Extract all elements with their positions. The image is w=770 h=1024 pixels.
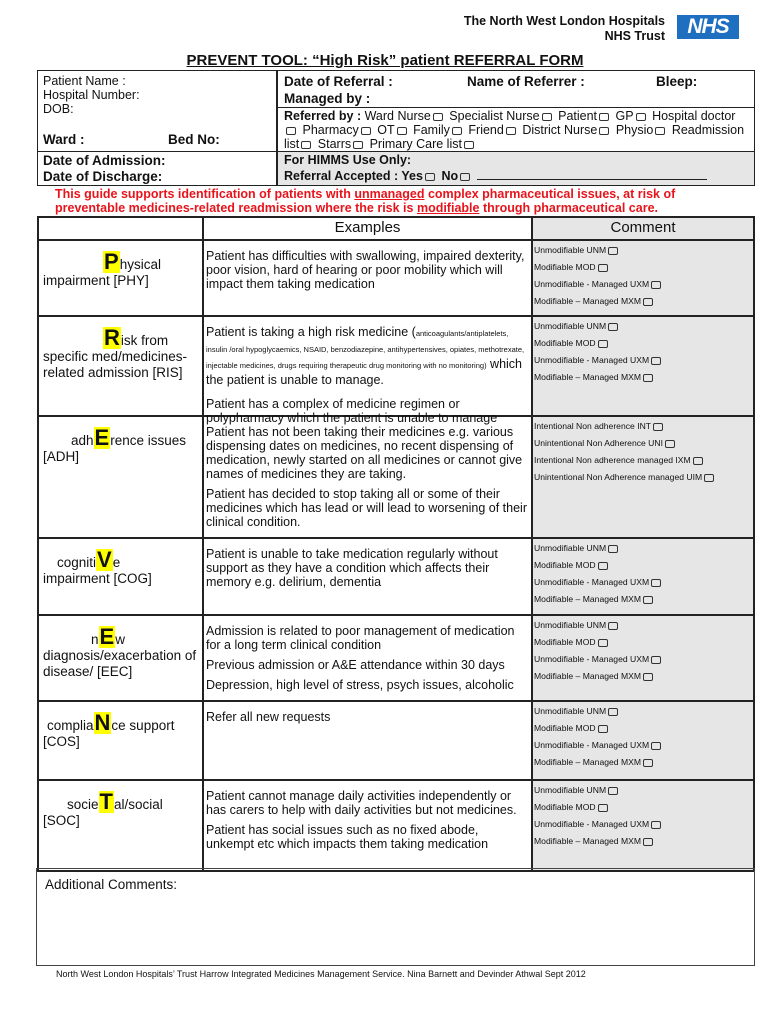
patient-name-field[interactable]: Patient Name : bbox=[43, 74, 126, 88]
checkbox[interactable] bbox=[598, 725, 608, 733]
criteria-letter: V bbox=[97, 547, 112, 572]
comment-cell bbox=[533, 702, 753, 779]
referred-by-option: Family bbox=[413, 123, 450, 137]
referral-details bbox=[277, 70, 755, 108]
comment-option[interactable]: Intentional Non adherence INT bbox=[534, 421, 752, 438]
example-text: Patient has social issues such as no fixed abode, unkempt etc which impacts them taking medication bbox=[206, 823, 489, 851]
checkbox[interactable] bbox=[608, 247, 618, 255]
org-line1: The North West London Hospitals bbox=[463, 14, 665, 28]
criteria-detail: specific med/medicines-related admission [RIS] bbox=[43, 349, 188, 380]
himms-section bbox=[277, 151, 755, 186]
criteria-cell bbox=[39, 417, 204, 537]
option-checkbox[interactable] bbox=[464, 141, 474, 149]
table-row bbox=[39, 537, 753, 614]
option-checkbox[interactable] bbox=[433, 113, 443, 121]
date-of-discharge-field[interactable]: Date of Discharge: bbox=[43, 169, 163, 184]
option-checkbox[interactable] bbox=[599, 127, 609, 135]
examples-cell bbox=[204, 241, 533, 315]
checkbox[interactable] bbox=[651, 579, 661, 587]
criteria-detail: [SOC] bbox=[43, 813, 80, 828]
referred-by-option: Pharmacy bbox=[302, 123, 359, 137]
referred-by bbox=[277, 107, 755, 152]
checkbox[interactable] bbox=[608, 622, 618, 630]
criteria-prefix: complia bbox=[47, 718, 94, 733]
option-checkbox[interactable] bbox=[655, 127, 665, 135]
checkbox[interactable] bbox=[651, 281, 661, 289]
criteria-detail: [ADH] bbox=[43, 449, 80, 464]
comment-option[interactable]: Unintentional Non Adherence managed UIM bbox=[534, 472, 752, 489]
checkbox[interactable] bbox=[643, 838, 653, 846]
page-title bbox=[0, 52, 770, 69]
option-checkbox[interactable] bbox=[636, 113, 646, 121]
table-row bbox=[39, 415, 753, 537]
criteria-letter: T bbox=[99, 789, 113, 814]
referred-by-option: Friend bbox=[468, 123, 504, 137]
comment-option[interactable]: Modifiable MOD bbox=[534, 637, 752, 654]
example-text: Patient has difficulties with swallowing, impaired dexterity, poor vision, hard of hearing or poor mobility which will impact them taking medication bbox=[206, 249, 525, 291]
criteria-letter: P bbox=[104, 249, 119, 274]
comment-option[interactable]: Unmodifiable - Managed UXM bbox=[534, 577, 752, 594]
referred-by-option: Starrs bbox=[317, 137, 352, 151]
comment-option[interactable]: Unmodifiable UNM bbox=[534, 706, 752, 723]
checkbox[interactable] bbox=[598, 562, 608, 570]
patient-details bbox=[37, 70, 277, 152]
criteria-cell bbox=[39, 616, 204, 700]
guide-p4: through pharmaceutical care. bbox=[479, 201, 658, 215]
checkbox[interactable] bbox=[608, 708, 618, 716]
referred-by-option: Ward Nurse bbox=[364, 109, 431, 123]
examples-cell bbox=[204, 317, 533, 425]
checkbox[interactable] bbox=[693, 457, 703, 465]
referred-by-label: Referred by : bbox=[284, 109, 362, 123]
referrer-field[interactable]: Name of Referrer : bbox=[467, 74, 585, 89]
managed-by-field[interactable]: Managed by : bbox=[284, 91, 371, 106]
comment-header: Comment bbox=[533, 218, 753, 239]
comment-option[interactable]: Unmodifiable UNM bbox=[534, 245, 752, 262]
criteria-suffix: al/social bbox=[113, 797, 163, 812]
comment-option[interactable]: Modifiable MOD bbox=[534, 560, 752, 577]
example-text: Patient has a complex of medicine regimen or polypharmacy which the patient is unable to manage bbox=[206, 397, 498, 425]
criteria-suffix: ce support bbox=[111, 718, 175, 733]
criteria-suffix: rence issues bbox=[110, 433, 187, 448]
criteria-letter: E bbox=[99, 624, 115, 649]
example-text: Patient cannot manage daily activities independently or has carers to help with daily activities but not medicines. bbox=[206, 789, 517, 817]
himms-label: For HIMMS Use Only: bbox=[284, 153, 412, 167]
option-checkbox[interactable] bbox=[506, 127, 516, 135]
guide-u2: modifiable bbox=[416, 201, 480, 215]
comment-cell bbox=[533, 781, 753, 870]
comment-option[interactable]: Unmodifiable UNM bbox=[534, 543, 752, 560]
examples-cell bbox=[204, 417, 533, 537]
nhs-logo: NHS bbox=[677, 15, 739, 39]
comment-option[interactable]: Modifiable – Managed MXM bbox=[534, 671, 752, 688]
comment-option[interactable]: Modifiable – Managed MXM bbox=[534, 757, 752, 774]
example-small-text: anticoagulants/antiplatelets, insulin /oral hypoglycaemics, NSAID, benzodiazepine, antihypertensives, opiates, methotrexate, injectable medicines, drugs requiring therapeutic drug monitoring with no monitoring) bbox=[206, 329, 525, 370]
criteria-title bbox=[43, 791, 198, 813]
criteria-title bbox=[43, 251, 198, 273]
option-checkbox[interactable] bbox=[286, 127, 296, 135]
referred-by-option: OT bbox=[377, 123, 395, 137]
comment-option[interactable]: Modifiable MOD bbox=[534, 802, 752, 819]
comment-option[interactable]: Unmodifiable UNM bbox=[534, 620, 752, 637]
checkbox[interactable] bbox=[651, 656, 661, 664]
referred-by-option: Hospital doctor bbox=[652, 109, 736, 123]
criteria-letter: R bbox=[104, 325, 120, 350]
criteria-cell bbox=[39, 781, 204, 870]
bed-field[interactable]: Bed No: bbox=[168, 132, 220, 147]
referred-by-option: Physio bbox=[615, 123, 654, 137]
referred-by-option: GP bbox=[615, 109, 634, 123]
table-row bbox=[39, 315, 753, 425]
checkbox[interactable] bbox=[598, 639, 608, 647]
criteria-cell bbox=[39, 702, 204, 779]
criteria-detail: [COS] bbox=[43, 734, 80, 749]
option-checkbox[interactable] bbox=[397, 127, 407, 135]
org-line2: NHS Trust bbox=[604, 29, 665, 43]
option-checkbox[interactable] bbox=[353, 141, 363, 149]
example-text: Patient is taking a high risk medicine (anticoagulants/antiplatelets, insulin /oral hypoglycaemics, NSAID, benzodiazepine, antihypertensives, opiates, methotrexate, injectable medicines, drugs requiring therapeutic drug monitoring with no monitoring) which the patient is unable to manage. bbox=[206, 325, 525, 387]
additional-comments-label: Additional Comments: bbox=[45, 877, 178, 892]
criteria-header bbox=[39, 218, 204, 239]
checkbox[interactable] bbox=[651, 357, 661, 365]
criteria-suffix: w bbox=[115, 632, 125, 647]
criteria-table bbox=[37, 216, 755, 872]
option-checkbox[interactable] bbox=[452, 127, 462, 135]
comment-option[interactable]: Unmodifiable UNM bbox=[534, 785, 752, 802]
guide-p2: complex pharmaceutical issues, at risk of bbox=[424, 187, 676, 201]
example-text: Refer all new requests bbox=[206, 710, 331, 724]
examples-cell bbox=[204, 781, 533, 870]
criteria-suffix: hysical bbox=[119, 257, 161, 272]
checkbox[interactable] bbox=[598, 264, 608, 272]
criteria-title bbox=[43, 626, 198, 648]
checkbox[interactable] bbox=[643, 759, 653, 767]
referred-by-option: Primary Care list bbox=[369, 137, 462, 151]
no-label: No bbox=[441, 169, 459, 183]
comment-option[interactable]: Unmodifiable UNM bbox=[534, 321, 752, 338]
criteria-suffix: e bbox=[112, 555, 121, 570]
comment-option[interactable]: Modifiable – Managed MXM bbox=[534, 836, 752, 853]
criteria-prefix: adh bbox=[71, 433, 94, 448]
examples-header: Examples bbox=[204, 218, 533, 239]
example-text: Admission is related to poor management of medication for a long term clinical condition bbox=[206, 624, 515, 652]
comment-option[interactable]: Intentional Non adherence managed IXM bbox=[534, 455, 752, 472]
criteria-cell bbox=[39, 241, 204, 315]
criteria-detail: diagnosis/exacerbation of disease/ [EEC] bbox=[43, 648, 197, 679]
checkbox[interactable] bbox=[608, 545, 618, 553]
comment-option[interactable]: Unmodifiable - Managed UXM bbox=[534, 654, 752, 671]
example-text: Patient has not been taking their medicines e.g. various dispensing dates on medicines, no recent dispensing of medication, newly started on all medicines or cannot give names of medicines they are taking. bbox=[206, 425, 523, 481]
checkbox[interactable] bbox=[643, 374, 653, 382]
comment-cell bbox=[533, 317, 753, 415]
comment-option[interactable]: Unmodifiable - Managed UXM bbox=[534, 355, 752, 372]
comment-option[interactable]: Unintentional Non Adherence UNI bbox=[534, 438, 752, 455]
admission-dates bbox=[37, 151, 277, 186]
criteria-title bbox=[43, 549, 198, 571]
checkbox[interactable] bbox=[643, 596, 653, 604]
bleep-field[interactable]: Bleep: bbox=[656, 74, 698, 89]
referred-by-option: Specialist Nurse bbox=[449, 109, 540, 123]
accepted-label: Referral Accepted : Yes bbox=[284, 169, 423, 183]
comment-option[interactable]: Modifiable MOD bbox=[534, 723, 752, 740]
no-checkbox[interactable] bbox=[460, 173, 470, 181]
example-text: Depression, high level of stress, psych issues, alcoholic bbox=[206, 678, 514, 692]
checkbox[interactable] bbox=[598, 340, 608, 348]
checkbox[interactable] bbox=[608, 323, 618, 331]
option-checkbox[interactable] bbox=[301, 141, 311, 149]
example-text-end: which the patient is unable to manage. bbox=[206, 357, 523, 387]
referred-by-option: Patient bbox=[558, 109, 598, 123]
option-checkbox[interactable] bbox=[361, 127, 371, 135]
table-row bbox=[39, 779, 753, 870]
criteria-title bbox=[43, 712, 198, 734]
examples-cell bbox=[204, 702, 533, 779]
referred-by-option: District Nurse bbox=[522, 123, 598, 137]
additional-comments-box[interactable] bbox=[36, 868, 755, 966]
checkbox[interactable] bbox=[651, 742, 661, 750]
example-text: Patient is unable to take medication regularly without support as they have a condition which affects their memory e.g. delirium, dementia bbox=[206, 547, 498, 589]
comment-cell bbox=[533, 417, 753, 537]
checkbox[interactable] bbox=[608, 787, 618, 795]
criteria-title bbox=[43, 327, 198, 349]
date-of-referral-field[interactable]: Date of Referral : bbox=[284, 74, 393, 89]
table-header bbox=[39, 218, 753, 239]
signature-line[interactable] bbox=[477, 168, 707, 180]
checkbox[interactable] bbox=[704, 474, 714, 482]
criteria-suffix: isk from bbox=[120, 333, 169, 348]
criteria-cell bbox=[39, 317, 204, 415]
criteria-prefix: socie bbox=[67, 797, 99, 812]
criteria-prefix: n bbox=[91, 632, 99, 647]
checkbox[interactable] bbox=[651, 821, 661, 829]
comment-option[interactable]: Modifiable MOD bbox=[534, 338, 752, 355]
referred-by-option: Readmission list bbox=[284, 123, 745, 151]
comment-option[interactable]: Unmodifiable - Managed UXM bbox=[534, 819, 752, 836]
examples-cell bbox=[204, 539, 533, 614]
checkbox[interactable] bbox=[598, 804, 608, 812]
guide-text bbox=[55, 187, 675, 215]
comment-cell bbox=[533, 616, 753, 700]
comment-option[interactable]: Modifiable – Managed MXM bbox=[534, 372, 752, 389]
criteria-detail: impairment [PHY] bbox=[43, 273, 149, 288]
checkbox[interactable] bbox=[653, 423, 663, 431]
criteria-detail: impairment [COG] bbox=[43, 571, 152, 586]
guide-u1: unmanaged bbox=[354, 187, 425, 201]
option-checkbox[interactable] bbox=[542, 113, 552, 121]
criteria-letter: E bbox=[94, 425, 110, 450]
table-row bbox=[39, 614, 753, 700]
date-of-admission-field[interactable]: Date of Admission: bbox=[43, 153, 166, 168]
organisation-name bbox=[464, 14, 665, 44]
comment-cell bbox=[533, 539, 753, 614]
checkbox[interactable] bbox=[643, 673, 653, 681]
ward-field[interactable]: Ward : bbox=[43, 132, 85, 147]
guide-p1: This guide supports identification of patients with bbox=[55, 187, 355, 201]
criteria-prefix: cogniti bbox=[57, 555, 97, 570]
table-row bbox=[39, 239, 753, 315]
comment-option[interactable]: Modifiable – Managed MXM bbox=[534, 296, 752, 313]
title-text: PREVENT TOOL: “High Risk” patient REFERRAL FORM bbox=[186, 52, 584, 69]
table-row bbox=[39, 700, 753, 779]
comment-option[interactable]: Modifiable – Managed MXM bbox=[534, 594, 752, 611]
example-text: Previous admission or A&E attendance within 30 days bbox=[206, 658, 505, 672]
criteria-cell bbox=[39, 539, 204, 614]
option-checkbox[interactable] bbox=[599, 113, 609, 121]
guide-p3: preventable medicines-related readmission where the risk is bbox=[55, 201, 417, 215]
example-text: Patient has decided to stop taking all or some of their medicines which has lead or will lead to worsening of their clinical condition. bbox=[206, 487, 527, 529]
comment-option[interactable]: Modifiable MOD bbox=[534, 262, 752, 279]
checkbox[interactable] bbox=[665, 440, 675, 448]
examples-cell bbox=[204, 616, 533, 700]
criteria-letter: N bbox=[94, 710, 111, 735]
yes-checkbox[interactable] bbox=[425, 173, 435, 181]
footer: North West London Hospitals’ Trust Harrow Integrated Medicines Management Service. Nina Barnett and Devinder Athwal Sept 2012 bbox=[56, 969, 586, 979]
criteria-title bbox=[43, 427, 198, 449]
comment-option[interactable]: Unmodifiable - Managed UXM bbox=[534, 740, 752, 757]
dob-field[interactable]: DOB: bbox=[43, 102, 74, 116]
hospital-number-field[interactable]: Hospital Number: bbox=[43, 88, 140, 102]
checkbox[interactable] bbox=[643, 298, 653, 306]
comment-cell bbox=[533, 241, 753, 315]
comment-option[interactable]: Unmodifiable - Managed UXM bbox=[534, 279, 752, 296]
